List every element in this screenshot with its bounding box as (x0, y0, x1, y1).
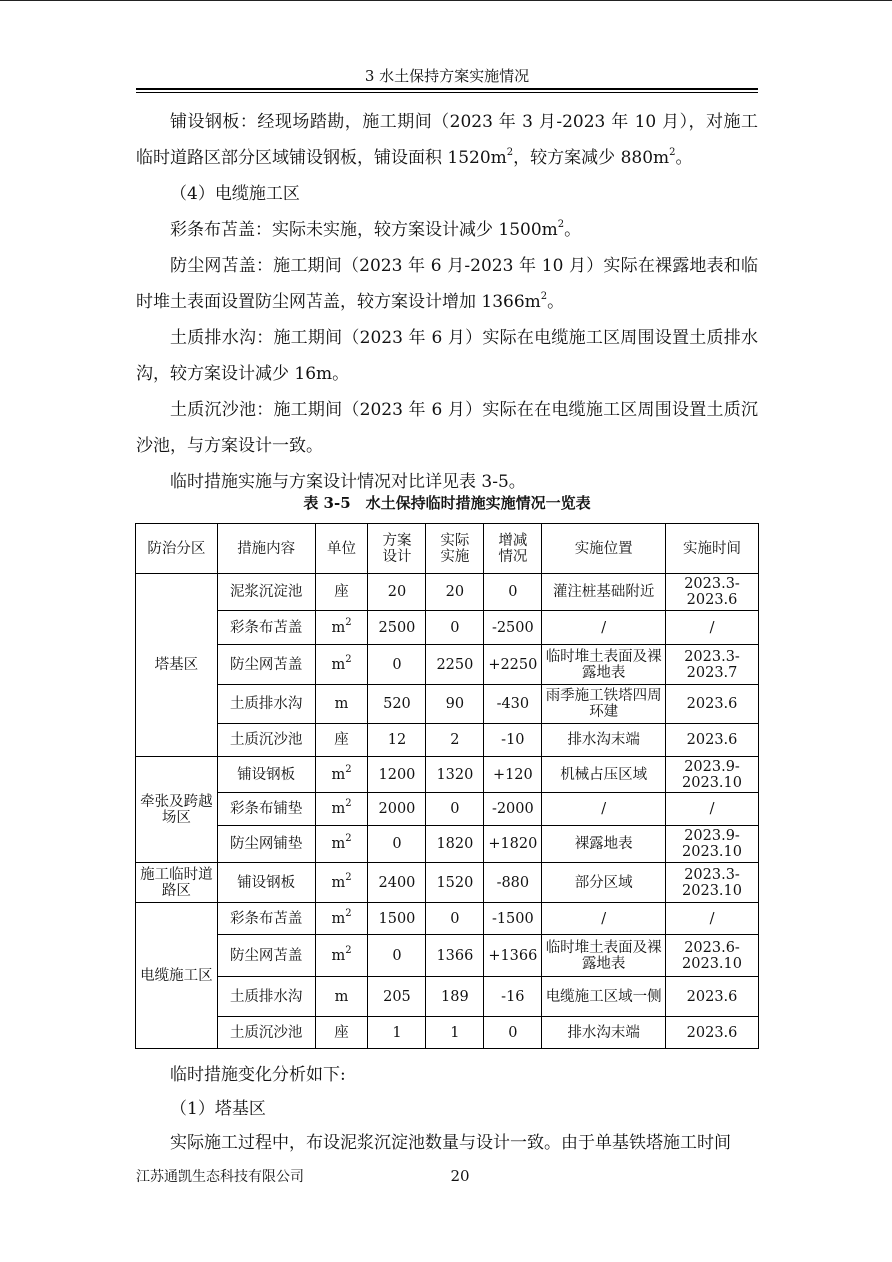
location-cell: 机械占压区域 (542, 757, 666, 793)
superscript: 2 (345, 763, 352, 775)
superscript: 2 (669, 147, 676, 159)
plan-cell: 1500 (368, 903, 426, 935)
unit-text: m (334, 696, 349, 712)
unit-text: m (331, 619, 346, 636)
zone-cell: 塔基区 (136, 574, 218, 757)
measure-cell: 防尘网苫盖 (217, 935, 315, 977)
header-line: 实施 (440, 548, 470, 565)
measures-table (135, 523, 759, 1049)
paragraph-sediment-pond: 土质沉沙池：施工期间（2023 年 6 月）实际在在电缆施工区周围设置土质沉沙池，与方案设计一致。 (136, 400, 758, 456)
table-row (136, 645, 759, 685)
time-cell: 2023.3-2023.7 (666, 645, 759, 685)
unit-text: m (331, 801, 346, 817)
table-row (136, 826, 759, 863)
unit-cell (315, 757, 368, 793)
location-cell: 灌注桩基础附近 (542, 574, 666, 611)
time-cell: 2023.6-2023.10 (666, 935, 759, 977)
actual-cell: 0 (426, 611, 484, 645)
actual-cell: 1366 (426, 935, 484, 977)
zone-cell: 施工临时道路区 (136, 863, 218, 903)
change-cell: -1500 (484, 903, 542, 935)
table-caption: 表 3-5 水土保持临时措施实施情况一览表 (303, 494, 591, 512)
unit-cell (315, 1017, 368, 1049)
subheading-cable-zone: （4）电缆施工区 (170, 184, 300, 204)
paragraph-text: 。 (675, 148, 693, 168)
header-line: 设计 (382, 548, 412, 565)
paragraph-dust-net (136, 248, 758, 320)
paragraph-drain-ditch: 土质排水沟：施工期间（2023 年 6 月）实际在电缆施工区周围设置土质排水沟，较方案设计减少 16m。 (136, 328, 758, 384)
zone-cell: 电缆施工区 (136, 903, 218, 1049)
col-header-time: 实施时间 (666, 524, 759, 574)
unit-cell (315, 935, 368, 977)
change-cell: -880 (484, 863, 542, 903)
time-cell: / (666, 611, 759, 645)
unit-cell (315, 645, 368, 685)
unit-text: m (331, 910, 346, 927)
plan-cell: 520 (368, 685, 426, 724)
time-cell: 2023.6 (666, 685, 759, 724)
table-row (136, 574, 759, 611)
time-cell: 2023.6 (666, 724, 759, 757)
superscript: 2 (345, 871, 352, 883)
paragraph-text: 彩条布苫盖：实际未实施，较方案设计减少 1500m (170, 220, 558, 240)
location-cell: 排水沟末端 (542, 724, 666, 757)
actual-cell: 189 (426, 977, 484, 1017)
table-row (136, 757, 759, 793)
paragraph-text: 防尘网苫盖：施工期间（2023 年 6 月-2023 年 10 月）实际在裸露地表和临时堆土表面设置防尘网苫盖，较方案设计增加 1366m (136, 256, 758, 312)
unit-cell (315, 574, 368, 611)
header-rule-thin (136, 92, 758, 93)
superscript: 2 (506, 147, 514, 159)
table-row (136, 793, 759, 826)
change-cell: -2000 (484, 793, 542, 826)
location-cell: 雨季施工铁塔四周环建 (542, 685, 666, 724)
superscript: 2 (345, 944, 352, 956)
unit-cell (315, 863, 368, 903)
col-header-location: 实施位置 (542, 524, 666, 574)
change-cell: +120 (484, 757, 542, 793)
table-row (136, 903, 759, 935)
header-line: 增减 (498, 532, 528, 549)
unit-text: 座 (334, 1024, 349, 1041)
measure-cell: 防尘网苫盖 (217, 645, 315, 685)
plan-cell: 2000 (368, 793, 426, 826)
col-header-unit: 单位 (315, 524, 368, 574)
change-cell: +1820 (484, 826, 542, 863)
time-cell: 2023.3-2023.6 (666, 574, 759, 611)
unit-text: m (331, 766, 346, 783)
measure-cell: 土质沉沙池 (217, 1017, 315, 1049)
actual-cell: 2250 (426, 645, 484, 685)
unit-cell (315, 685, 368, 724)
actual-cell: 1 (426, 1017, 484, 1049)
measure-cell: 防尘网铺垫 (217, 826, 315, 863)
table-row (136, 863, 759, 903)
plan-cell: 12 (368, 724, 426, 757)
location-cell: 裸露地表 (542, 826, 666, 863)
change-cell: +2250 (484, 645, 542, 685)
footer-company: 江苏通凯生态科技有限公司 (136, 1169, 304, 1185)
superscript: 2 (345, 833, 352, 845)
superscript: 2 (345, 798, 352, 810)
paragraph-text: 。 (564, 220, 582, 240)
superscript: 2 (540, 291, 548, 303)
plan-cell: 2400 (368, 863, 426, 903)
plan-cell: 1200 (368, 757, 426, 793)
measure-cell: 铺设钢板 (217, 757, 315, 793)
top-border (0, 0, 892, 1)
location-cell: 排水沟末端 (542, 1017, 666, 1049)
unit-cell (315, 724, 368, 757)
table-header-row (136, 524, 759, 574)
actual-cell: 0 (426, 903, 484, 935)
unit-text: m (331, 874, 346, 891)
plan-cell: 0 (368, 645, 426, 685)
paragraph-text: ，较方案减少 880m (513, 148, 670, 168)
measure-cell: 土质排水沟 (217, 977, 315, 1017)
running-header: 3 水土保持方案实施情况 (364, 67, 530, 85)
unit-text: 座 (334, 732, 349, 748)
page-number: 20 (450, 1167, 470, 1185)
measure-cell: 泥浆沉淀池 (217, 574, 315, 611)
actual-cell: 1520 (426, 863, 484, 903)
body-text (136, 104, 758, 500)
col-header-plan (368, 524, 426, 574)
table-row (136, 724, 759, 757)
superscript: 2 (345, 907, 352, 919)
location-cell: 临时堆土表面及裸露地表 (542, 645, 666, 685)
subheading-tower-zone: （1）塔基区 (170, 1099, 266, 1119)
actual-cell: 1820 (426, 826, 484, 863)
unit-text: m (331, 656, 346, 673)
time-cell: 2023.9-2023.10 (666, 757, 759, 793)
unit-cell (315, 793, 368, 826)
change-cell: +1366 (484, 935, 542, 977)
time-cell: / (666, 903, 759, 935)
unit-text: 座 (334, 584, 349, 600)
time-cell: 2023.6 (666, 1017, 759, 1049)
paragraph-table-ref: 临时措施实施与方案设计情况对比详见表 3-5。 (170, 472, 526, 492)
time-cell: / (666, 793, 759, 826)
unit-cell (315, 826, 368, 863)
paragraph-text: 铺设钢板：经现场踏勘，施工期间（2023 年 3 月-2023 年 10 月），对施工临时道路区部分区域铺设钢板，铺设面积 1520m (136, 112, 758, 168)
change-cell: -430 (484, 685, 542, 724)
change-cell: -16 (484, 977, 542, 1017)
superscript: 2 (557, 219, 565, 231)
header-line: 实际 (440, 532, 470, 549)
zone-cell: 牵张及跨越场区 (136, 757, 218, 863)
location-cell: / (542, 793, 666, 826)
unit-text: m (331, 947, 346, 964)
plan-cell: 0 (368, 935, 426, 977)
measure-cell: 土质排水沟 (217, 685, 315, 724)
actual-cell: 2 (426, 724, 484, 757)
change-cell: -2500 (484, 611, 542, 645)
col-header-actual (426, 524, 484, 574)
change-cell: -10 (484, 724, 542, 757)
time-cell: 2023.3-2023.10 (666, 863, 759, 903)
plan-cell: 20 (368, 574, 426, 611)
time-cell: 2023.9-2023.10 (666, 826, 759, 863)
actual-cell: 1320 (426, 757, 484, 793)
measure-cell: 土质沉沙池 (217, 724, 315, 757)
location-cell: / (542, 611, 666, 645)
actual-cell: 0 (426, 793, 484, 826)
superscript: 2 (345, 653, 352, 665)
change-cell: 0 (484, 574, 542, 611)
time-cell: 2023.6 (666, 977, 759, 1017)
table-row (136, 1017, 759, 1049)
table-row (136, 935, 759, 977)
measure-cell: 彩条布苫盖 (217, 611, 315, 645)
actual-cell: 20 (426, 574, 484, 611)
unit-text: m (334, 988, 349, 1005)
paragraph-tarp-cover (136, 212, 758, 248)
unit-cell (315, 977, 368, 1017)
plan-cell: 205 (368, 977, 426, 1017)
header-line: 方案 (382, 532, 412, 549)
paragraph-analysis-intro: 临时措施变化分析如下: (170, 1065, 346, 1085)
table-row (136, 611, 759, 645)
unit-text: m (331, 836, 346, 852)
col-header-measure: 措施内容 (217, 524, 315, 574)
location-cell: / (542, 903, 666, 935)
unit-cell (315, 903, 368, 935)
plan-cell: 0 (368, 826, 426, 863)
paragraph-text: 。 (547, 292, 565, 312)
paragraph-tower-analysis: 实际施工过程中，布设泥浆沉淀池数量与设计一致。由于单基铁塔施工时间 (170, 1133, 731, 1153)
table-row (136, 685, 759, 724)
header-rule-thick (136, 88, 758, 90)
table-row (136, 977, 759, 1017)
measure-cell: 彩条布苫盖 (217, 903, 315, 935)
plan-cell: 1 (368, 1017, 426, 1049)
location-cell: 电缆施工区域一侧 (542, 977, 666, 1017)
paragraph-steel-plate (136, 104, 758, 176)
measure-cell: 铺设钢板 (217, 863, 315, 903)
header-line: 情况 (498, 548, 528, 565)
col-header-zone: 防治分区 (136, 524, 218, 574)
location-cell: 临时堆土表面及裸露地表 (542, 935, 666, 977)
measure-cell: 彩条布铺垫 (217, 793, 315, 826)
col-header-change (484, 524, 542, 574)
location-cell: 部分区域 (542, 863, 666, 903)
plan-cell: 2500 (368, 611, 426, 645)
unit-cell (315, 611, 368, 645)
change-cell: 0 (484, 1017, 542, 1049)
analysis-text (136, 1058, 758, 1160)
actual-cell: 90 (426, 685, 484, 724)
superscript: 2 (345, 616, 352, 628)
